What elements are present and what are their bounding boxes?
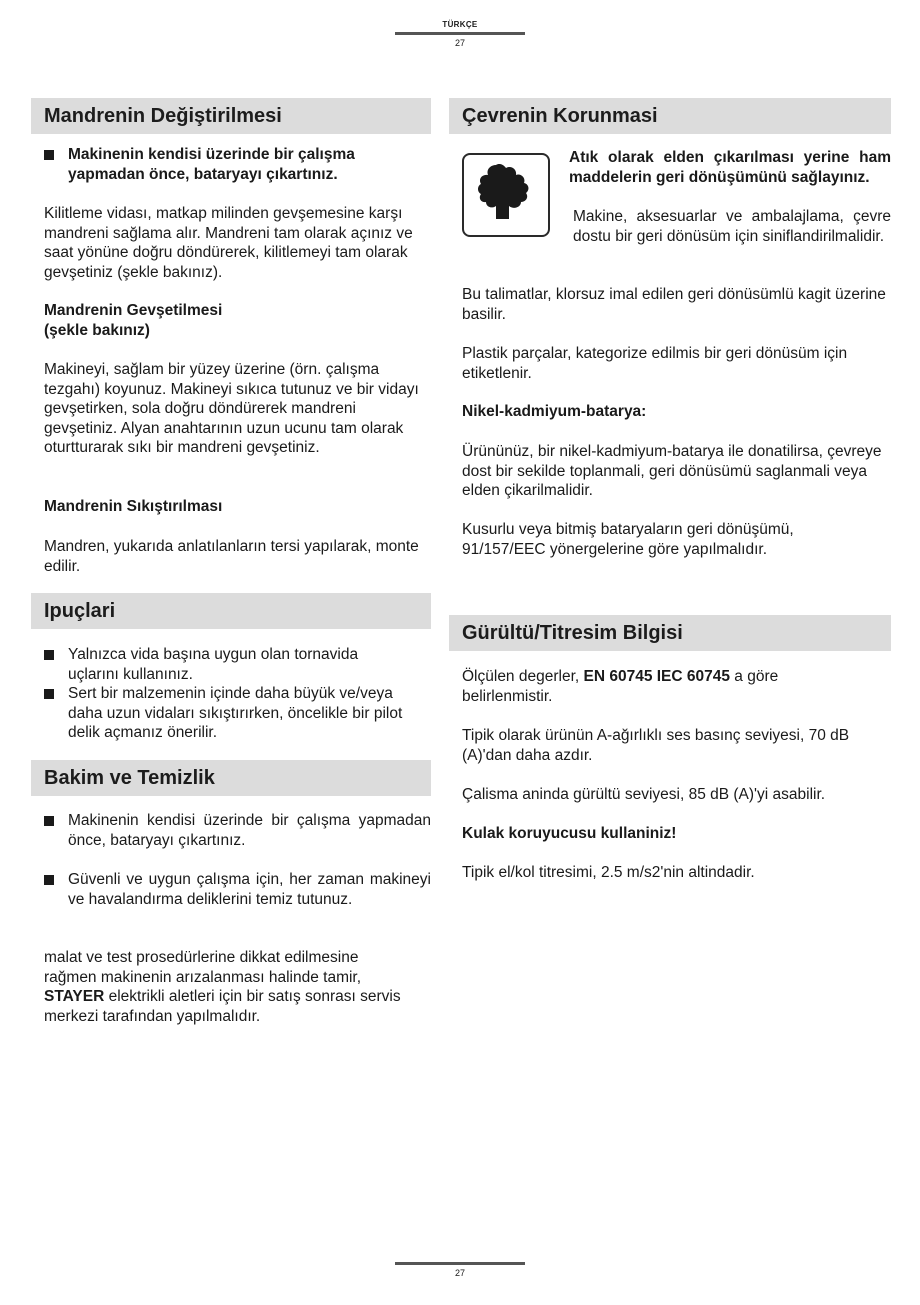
list-item	[44, 645, 431, 685]
service-text-end: elektrikli aletleri için bir satış sonrası servis merkezi tarafından yapılmalıdır.	[44, 988, 401, 1025]
section-title-chuck-change: Mandrenin Değiştirilmesi	[31, 98, 431, 134]
subheading-line: (şekle bakınız)	[44, 321, 150, 339]
list-item	[44, 870, 431, 930]
paragraph: Plastik parçalar, kategorize edilmis bir geri dönüsüm için etiketlenir.	[462, 345, 848, 382]
language-label: TÜRKÇE	[442, 20, 478, 29]
list-item	[44, 684, 431, 744]
footer-rule	[395, 1262, 525, 1265]
subheading-line: Mandrenin Gevşetilmesi	[44, 302, 223, 319]
subheading: Nikel-kadmiyum-batarya:	[462, 403, 647, 420]
paragraph: Bu talimatlar, klorsuz imal edilen geri dönüsümlü kagit üzerine basilir.	[462, 286, 886, 323]
brand-name: STAYER	[44, 988, 105, 1005]
bullet-square-icon	[44, 875, 54, 885]
paragraph: Çalisma aninda gürültü seviyesi, 85 dB (A)'yi asabilir.	[462, 786, 826, 803]
paragraph: Kilitleme vidası, matkap milinden gevşemesine karşı mandreni sağlama alır. Mandreni tam olarak açınız ve saat yönüne doğru döndürerek, kilitlemeyi tam olarak gevşetiniz (şekle bakınız).	[44, 205, 413, 281]
paragraph: Tipik el/kol titresimi, 2.5 m/s2'nin altindadir.	[462, 864, 755, 881]
paragraph: Makineyi, sağlam bir yüzey üzerine (örn. çalışma tezgahı) koyunuz. Makineyi sıkıca tutunuz ve bir vidayı gevşetirken, sola doğru döndürerek mandreni gevşetiniz. Alyan anahtarının uzun ucunu tam olarak oturtturarak sıkı bir mandreni gevşetiniz.	[44, 361, 419, 456]
page-number-bottom: 27	[454, 1268, 465, 1278]
measured-values-paragraph	[462, 667, 862, 706]
paragraph: Ürününüz, bir nikel-kadmiyum-batarya ile donatilirsa, çevreye dost bir sekilde toplanmali, geri dönüsümü saglanmali veya elden çikarilmalidir.	[462, 443, 882, 499]
page-number-top: 27	[454, 38, 465, 48]
subheading: Mandrenin Sıkıştırılması	[44, 498, 223, 515]
paragraph: Mandren, yukarıda anlatılanların tersi yapılarak, monte edilir.	[44, 538, 419, 575]
bullet-text: Makinenin kendisi üzerinde bir çalışma yapmadan önce, bataryayı çıkartınız.	[68, 146, 355, 183]
ear-protection-warning: Kulak koruyucusu kullaniniz!	[462, 825, 677, 842]
bullet-square-icon	[44, 689, 54, 699]
header-rule	[395, 32, 525, 35]
bullet-square-icon	[44, 816, 54, 826]
bullet-text: Makinenin kendisi üzerinde bir çalışma yapmadan önce, bataryayı çıkartınız.	[68, 812, 431, 849]
section-title-tips: Ipuçlari	[31, 593, 431, 629]
section-title-noise: Gürültü/Titresim Bilgisi	[449, 615, 891, 651]
bullet-square-icon	[44, 650, 54, 660]
list-item	[44, 811, 431, 851]
service-text-start: malat ve test prosedürlerine dikkat edilmesine rağmen makinenin arızalanması halinde tamir,	[44, 949, 362, 986]
bullet-text: Sert bir malzemenin içinde daha büyük ve/veya daha uzun vidaları sıkıştırırken, öncelikle bir pilot delik açmanız önerilir.	[68, 685, 403, 741]
bullet-text: Güvenli ve uygun çalışma için, her zaman makineyi ve havalandırma deliklerini temiz tutunuz.	[68, 871, 431, 908]
paragraph: Tipik olarak ürünün A-ağırlıklı ses basınç seviyesi, 70 dB (A)'dan daha azdır.	[462, 727, 850, 764]
tree-icon	[464, 155, 548, 235]
section-title-maintenance: Bakim ve Temizlik	[31, 760, 431, 796]
measured-text-end: a göre belirlenmistir.	[462, 668, 779, 705]
service-paragraph	[44, 948, 414, 1026]
section-title-environment: Çevrenin Korunmasi	[449, 98, 891, 134]
paragraph: Kusurlu veya bitmiş bataryaların geri dönüşümü, 91/157/EEC yönergelerine göre yapılmalıdır.	[462, 521, 794, 558]
measured-text-start: Ölçülen degerler,	[462, 668, 584, 685]
subheading	[44, 301, 434, 340]
bullet-text: Yalnızca vida başına uygun olan tornavida uçlarını kullanınız.	[68, 646, 359, 683]
environment-text: Makine, aksesuarlar ve ambalajlama, çevre dostu bir geri dönüsüm için siniflandirilmalidir.	[573, 208, 891, 245]
standard-code: EN 60745 IEC 60745	[583, 668, 730, 685]
bullet-square-icon	[44, 150, 54, 160]
recycle-box	[462, 153, 550, 237]
environment-highlight: Atık olarak elden çıkarılması yerine ham maddelerin geri dönüşümünü sağlayınız.	[569, 149, 891, 186]
list-item	[44, 145, 431, 185]
